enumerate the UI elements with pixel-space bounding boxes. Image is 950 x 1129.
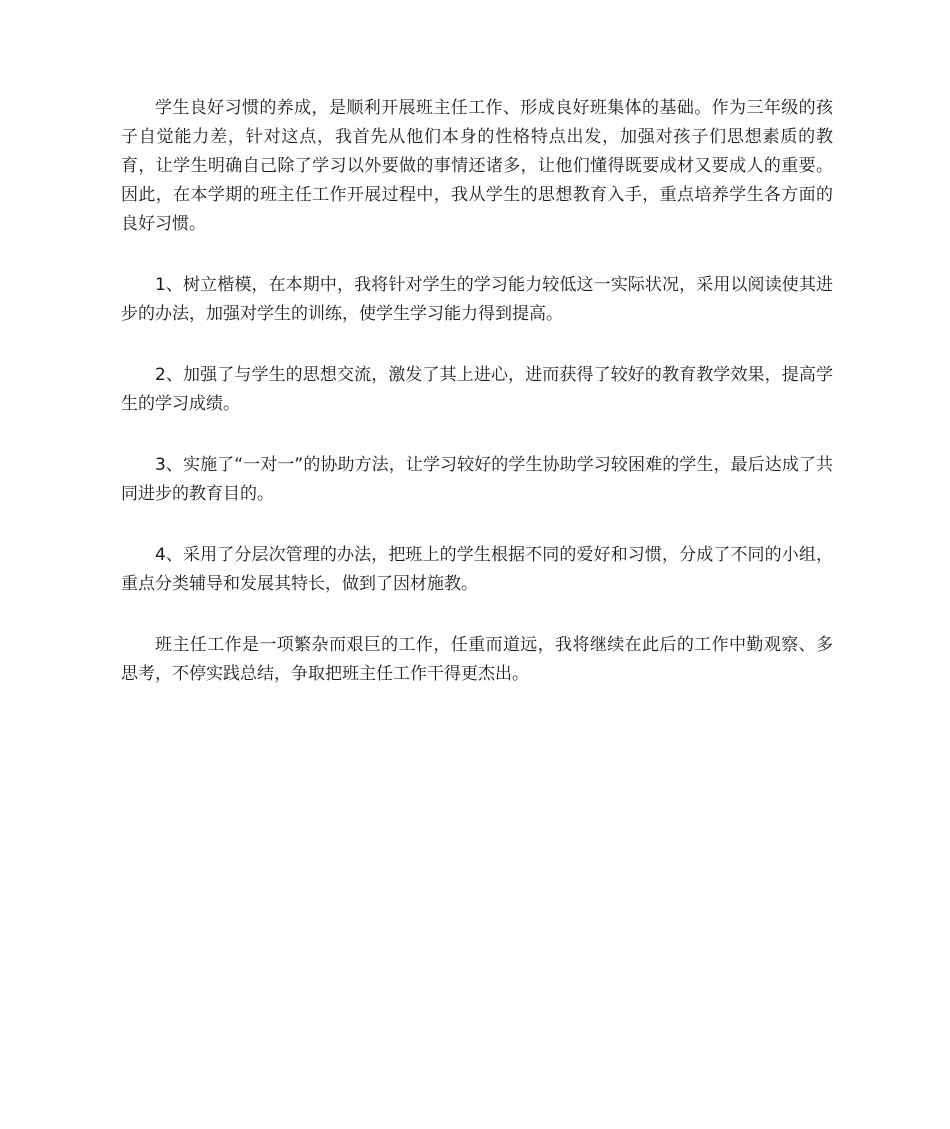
intro-paragraph: 学生良好习惯的养成，是顺利开展班主任工作、形成良好班集体的基础。作为三年级的孩子自觉能力差，针对这点，我首先从他们本身的性格特点出发，加强对孩子们思想素质的教育，让学生明确自己除了学习以外要做的事情还诸多，让他们懂得既要成材又要成人的重要。因此，在本学期的班主任工作开展过程中，我从学生的思想教育入手，重点培养学生各方面的良好习惯。 bbox=[121, 98, 833, 234]
item-1-paragraph: 1、树立楷模，在本期中，我将针对学生的学习能力较低这一实际状况，采用以阅读使其进步的办法，加强对学生的训练，使学生学习能力得到提高。 bbox=[121, 275, 833, 324]
item-4-paragraph: 4、采用了分层次管理的办法，把班上的学生根据不同的爱好和习惯，分成了不同的小组，重点分类辅导和发展其特长，做到了因材施教。 bbox=[121, 545, 833, 594]
item-3-paragraph: 3、实施了“一对一”的协助方法，让学习较好的学生协助学习较困难的学生，最后达成了共同进步的教育目的。 bbox=[121, 455, 833, 504]
item-2-paragraph: 2、加强了与学生的思想交流，激发了其上进心，进而获得了较好的教育教学效果，提高学生的学习成绩。 bbox=[121, 365, 833, 414]
conclusion-paragraph: 班主任工作是一项繁杂而艰巨的工作，任重而道远，我将继续在此后的工作中勤观察、多思考，不停实践总结，争取把班主任工作干得更杰出。 bbox=[121, 635, 833, 684]
document-body bbox=[121, 94, 833, 721]
